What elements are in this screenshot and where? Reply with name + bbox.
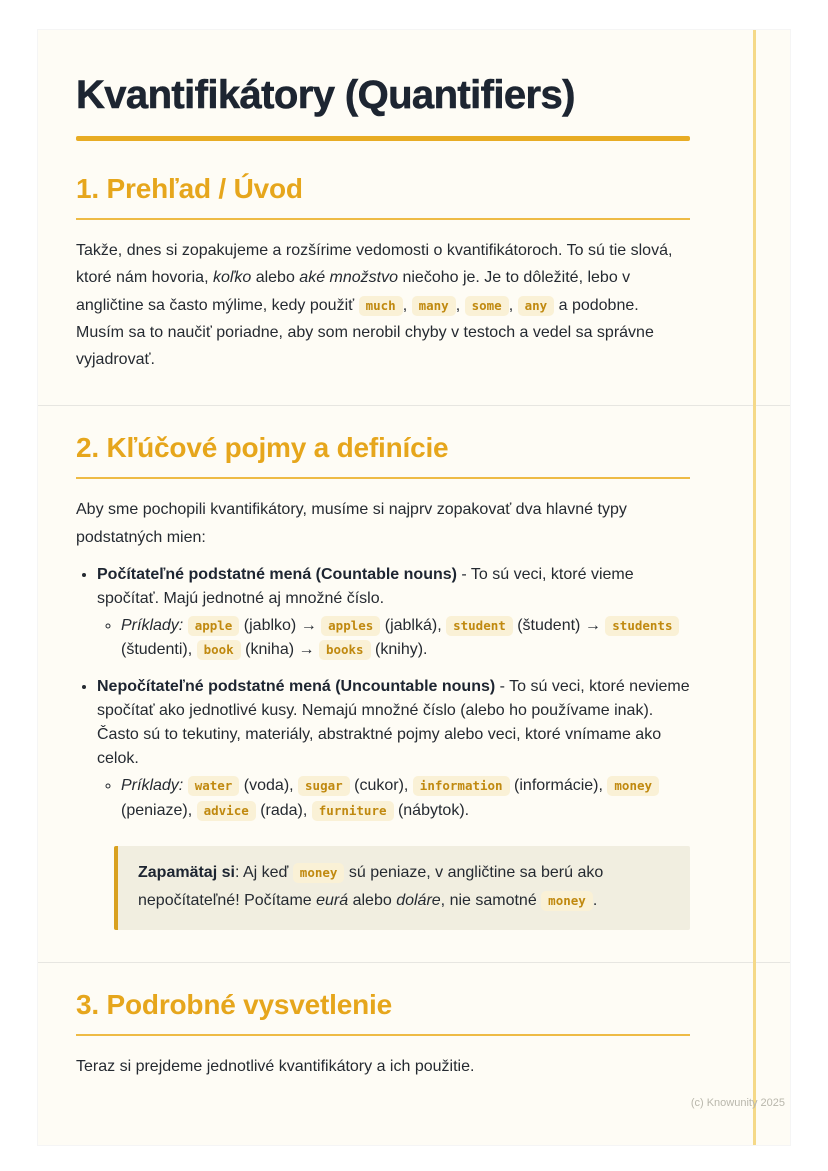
section-divider [38, 962, 790, 963]
uncountable-examples: ◦ Príklady: water (voda), sugar (cukor), information (informácie), money (peniaze), advice (rada), furniture (nábytok). [121, 774, 690, 824]
countable-examples: ◦ Príklady: apple (jablko) → apples (jablká), student (študent) → students (študenti), book (kniha) → books (knihy). [121, 614, 690, 664]
section-heading-key-terms: 2. Kľúčové pojmy a definície [76, 432, 690, 479]
page-title: Kvantifikátory (Quantifiers) [76, 73, 575, 117]
section-heading-overview: 1. Prehľad / Úvod [76, 173, 690, 220]
callout-text: Zapamätaj si: Aj keď money sú peniaze, v angličtine sa berú ako nepočítateľné! Počítame eurá alebo doláre, nie samotné money . [138, 863, 604, 909]
countable-definition: Počítateľné podstatné mená (Countable nouns) - To sú veci, ktoré vieme spočítať. Majú jednotné aj množné číslo. [97, 565, 634, 607]
section-heading-detailed: 3. Podrobné vysvetlenie [76, 989, 690, 1036]
key-terms-intro: Aby sme pochopili kvantifikátory, musíme si najprv zopakovať dva hlavné typy podstatných mien: [76, 501, 627, 546]
list-item-uncountable [97, 675, 690, 824]
uncountable-definition: Nepočítateľné podstatné mená (Uncountable nouns) - To sú veci, ktoré nevieme spočítať ako jednotlivé kusy. Nemajú množné číslo (alebo ho používame inak). Často sú to tekutiny, materiály, abstraktné pojmy alebo veci, ktoré vnímame ako celok. [97, 678, 690, 768]
callout-note [114, 846, 690, 930]
title-underline [76, 136, 690, 141]
section-key-terms [76, 432, 690, 930]
countable-examples-list [97, 614, 690, 664]
document-page [38, 30, 790, 1145]
section-overview [76, 173, 690, 373]
detailed-intro: Teraz si prejdeme jednotlivé kvantifikátory a ich použitie. [76, 1058, 475, 1076]
overview-paragraph: Takže, dnes si zopakujeme a rozšírime vedomosti o kvantifikátoroch. To sú tie slová, ktoré nám hovoria, koľko alebo aké množstvo niečoho je. Je to dôležité, lebo v angličtine sa často mýlime, kedy použiť much , many , some , any a podobne. Musím sa to naučiť poriadne, aby som nerobil chyby v testoch a vedel sa správne vyjadrovať. [76, 242, 673, 368]
noun-types-list [76, 563, 690, 824]
section-divider [38, 405, 790, 406]
notebook-margin-line [753, 30, 756, 1145]
list-item-countable [97, 563, 690, 664]
copyright: (c) Knowunity 2025 [690, 1097, 785, 1109]
uncountable-examples-list [97, 774, 690, 824]
section-detailed-explanation [76, 989, 690, 1080]
